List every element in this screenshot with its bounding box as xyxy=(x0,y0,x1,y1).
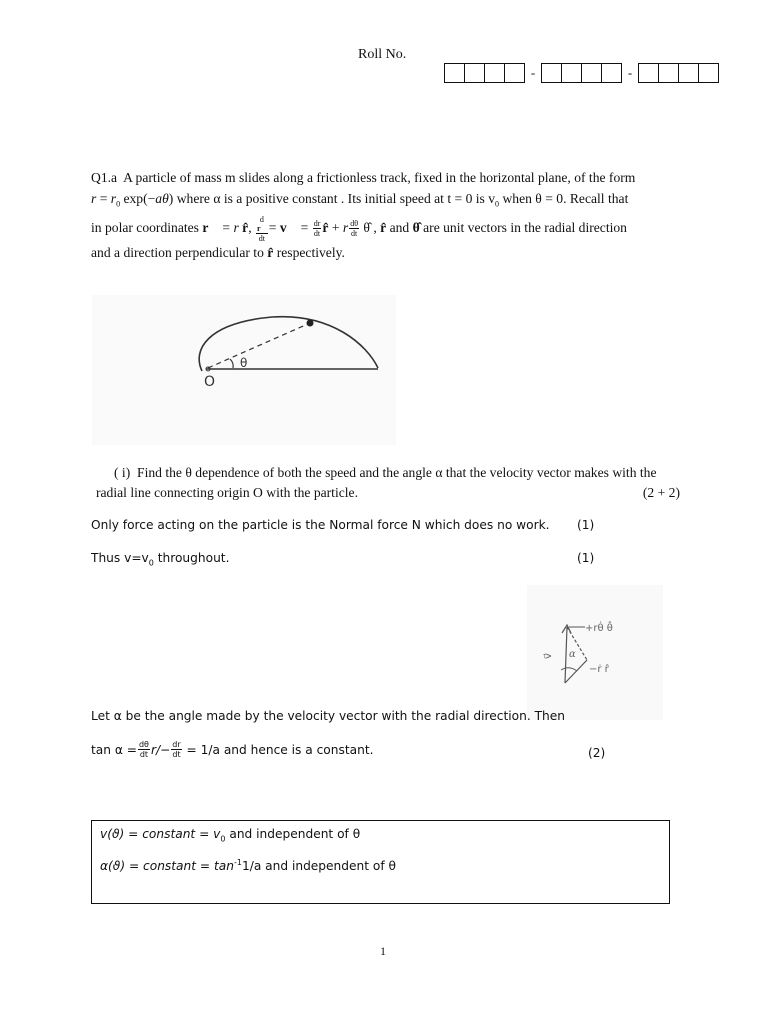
velocity-label: v⃗ xyxy=(543,653,554,659)
roll-box[interactable] xyxy=(659,64,679,82)
part-i-question xyxy=(96,463,680,503)
equation-polar: r⃗ = r r̂, d r⃗ dt = v⃗ = $\frac{dr}{dt}$ r̂ + r $\frac{d\theta}{dt}$ θ̂ , r̂ and θ̂ xyxy=(202,214,420,243)
tan-prefix: tan α = xyxy=(91,742,137,757)
roll-box[interactable] xyxy=(679,64,699,82)
question-id: Q1.a xyxy=(91,170,118,185)
answer-line-4: tan α = $\frac{d\theta}{dt}$ r/ − $\frac{dr}{dt}$ = 1/a and hence is a constant. xyxy=(91,740,374,759)
fraction-dtheta-dt: $\frac{d\theta}{dt}$ xyxy=(138,740,149,759)
question-text-6: and a direction perpendicular to xyxy=(91,244,264,260)
roll-number-label: Roll No. xyxy=(358,47,407,62)
roll-box[interactable] xyxy=(582,64,602,82)
tan-suffix: = 1/a and hence is a constant. xyxy=(186,742,374,757)
part-i-text-2: radial line connecting origin O with the particle. xyxy=(96,485,358,500)
answer-mark-1: (1) xyxy=(577,518,595,532)
r-over: r/ xyxy=(150,742,161,757)
part-i-text-1: Find the θ dependence of both the speed and the angle α that the velocity vector makes with the xyxy=(137,465,657,480)
roll-box[interactable] xyxy=(465,64,485,82)
roll-separator: - xyxy=(627,65,633,80)
r-hat-symbol: r̂ xyxy=(267,244,274,260)
roll-box[interactable] xyxy=(505,64,524,82)
angle-theta-label: θ xyxy=(240,356,248,370)
answer-line-1: Only force acting on the particle is the Normal force N which does no work. xyxy=(91,518,550,532)
roll-box[interactable] xyxy=(542,64,562,82)
question-text-7: respectively. xyxy=(276,244,345,260)
question-text-5: are unit vectors in the radial direction xyxy=(423,219,627,235)
page-number: 1 xyxy=(380,944,386,958)
answer-line-2: Thus $v=v_0$ throughout. xyxy=(91,551,230,568)
radial-component-label: −ṙ r̂ xyxy=(589,664,609,675)
particle-dot xyxy=(307,320,314,327)
fraction-dr-dt: $\frac{dr}{dt}$ xyxy=(172,740,181,759)
result-line-1: v(ϑ) = constant = $v_0$ and independent of θ xyxy=(100,827,361,844)
answer-mark-2: (1) xyxy=(577,551,595,565)
roll-box[interactable] xyxy=(639,64,659,82)
roll-box[interactable] xyxy=(485,64,505,82)
theta-component-label: +rθ̇ θ̂ xyxy=(585,623,613,634)
roll-group-2[interactable] xyxy=(541,63,622,83)
track-figure xyxy=(92,295,396,445)
result-line-2: α(ϑ) = constant = $\tan^{-1}1/a$ and independent of θ xyxy=(100,858,396,874)
alpha-label: α xyxy=(569,649,576,660)
answer-mark-4: (2) xyxy=(588,746,606,760)
origin-label: O xyxy=(204,374,216,390)
part-i-marks: (2 + 2) xyxy=(642,485,680,500)
velocity-figure xyxy=(527,585,663,720)
part-i-label: ( i) xyxy=(114,465,131,480)
roll-group-1[interactable] xyxy=(444,63,525,83)
question-text-1: A particle of mass m slides along a frictionless track, fixed in the horizontal plane, of the form xyxy=(123,170,636,185)
roll-group-3[interactable] xyxy=(638,63,719,83)
roll-box[interactable] xyxy=(602,64,621,82)
roll-number-boxes[interactable] xyxy=(444,63,719,83)
equation-track: $r = r_0$ exp⁡(−aθ) xyxy=(91,190,174,209)
question-text: Q1.a A particle of mass m slides along a frictionless track, fixed in the horizontal plane, of the form $r = r_0$ exp⁡(−aθ) where α is a positive constant . Its initial speed at t = 0 is $v_0$ when θ = 0. Recall that in polar coordinates r⃗ = r r̂, d r⃗ dt = v⃗ = $\frac{dr}{dt}$ r̂ + r $\frac{d\theta}{dt}$ θ̂ , r̂ and θ̂ are unit vectors in the radial direction and a direction perpendicular to r̂ respectively. xyxy=(91,170,636,260)
roll-box[interactable] xyxy=(562,64,582,82)
roll-box[interactable] xyxy=(445,64,465,82)
question-text-4: in polar coordinates xyxy=(91,219,199,235)
result-box xyxy=(91,820,670,904)
question-text-3: when θ = 0. Recall that xyxy=(502,190,629,206)
question-text-2: where α is a positive constant . Its initial speed at t = 0 is v xyxy=(176,190,496,206)
roll-box[interactable] xyxy=(699,64,718,82)
answer-line-3: Let α be the angle made by the velocity vector with the radial direction. Then xyxy=(91,709,565,723)
roll-separator: - xyxy=(530,65,536,80)
